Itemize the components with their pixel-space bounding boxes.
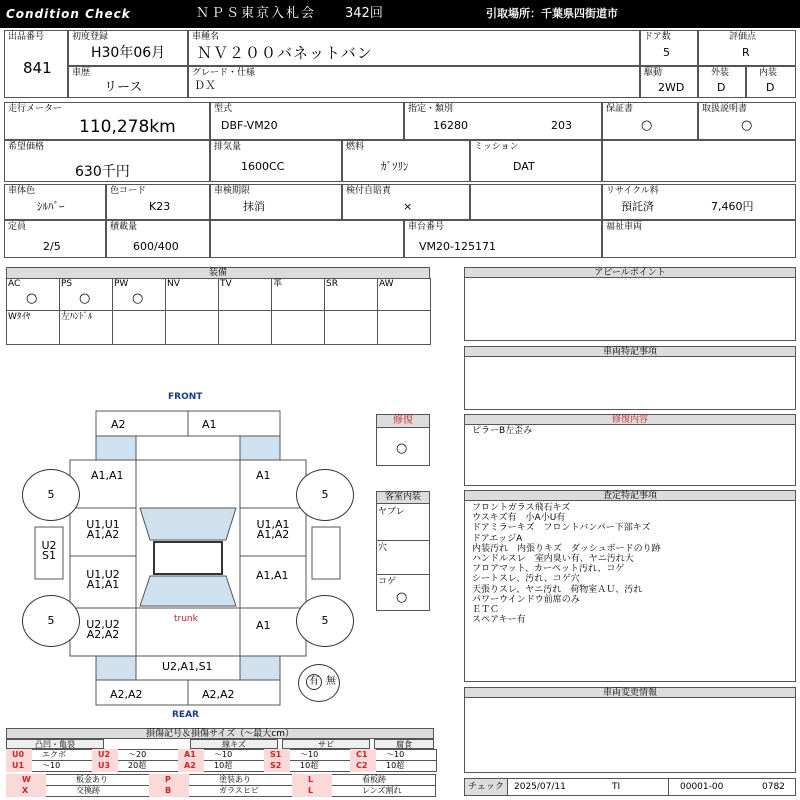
legend-sym-desc: ガラスヒビ bbox=[219, 786, 259, 795]
legend-desc: ～10 bbox=[42, 761, 61, 770]
part-front-left: A2 bbox=[111, 418, 126, 431]
capacity-label: 定員 bbox=[8, 222, 27, 232]
score-label: 評価点 bbox=[729, 32, 757, 42]
part-rear-bumper-left: A2,A2 bbox=[110, 688, 143, 701]
inspection: 抹消 bbox=[243, 200, 265, 213]
load-label: 積載量 bbox=[110, 222, 138, 232]
legend-sym-desc: レンズ割れ bbox=[362, 786, 402, 795]
ext-label: 外装 bbox=[711, 68, 730, 78]
brand-title: Condition Check bbox=[6, 7, 131, 21]
part-lr-quarter: U2,U2 A2,A2 bbox=[86, 618, 120, 641]
classification: 203 bbox=[551, 119, 572, 132]
chassis: VM20-125171 bbox=[419, 240, 496, 253]
price: 630千円 bbox=[75, 164, 130, 180]
interior-item-label: 穴 bbox=[378, 543, 388, 553]
legend-group: サビ bbox=[282, 739, 370, 749]
model-name: ＮＶ２００バネットバン bbox=[197, 44, 373, 62]
chassis-label: 車台番号 bbox=[408, 222, 445, 232]
legend-sym-desc: 塗装あり bbox=[219, 775, 251, 784]
inspector-note-line: ドアエッジA bbox=[472, 533, 523, 544]
liability-label: 検付自賠責 bbox=[346, 186, 392, 196]
legend-group: 腐食 bbox=[374, 739, 434, 749]
legend-desc: 10超 bbox=[300, 761, 319, 770]
inspector-note-line: ドアミラーキズ フロントバンパー下部キズ bbox=[472, 523, 651, 534]
part-spare: U2 S1 bbox=[41, 539, 57, 562]
equipment-label: 左ﾊﾝﾄﾞﾙ bbox=[61, 312, 93, 322]
inspector-note-line: フロントガラス飛石キズ bbox=[472, 503, 571, 513]
fuel: ｶﾞｿﾘﾝ bbox=[381, 160, 409, 173]
tire-front-right: 5 bbox=[296, 469, 354, 521]
legend-desc: ～10 bbox=[300, 750, 319, 759]
inspector-note-line: パワーウインドウ前席のみ bbox=[472, 594, 580, 605]
repair-label: 修復 bbox=[376, 414, 430, 428]
interior-item-label: ヤブレ bbox=[378, 507, 405, 517]
manual-has: 有 bbox=[309, 676, 319, 687]
equipment-label: PW bbox=[114, 279, 129, 289]
legend-sym-code: L bbox=[308, 786, 314, 795]
inspector-note-line: 内装汚れ 内張りキズ ダッシュボードのり跡 bbox=[472, 543, 661, 554]
inspector-note-line: ＥＴＣ bbox=[472, 605, 500, 615]
model-name-label: 車種名 bbox=[192, 32, 220, 42]
repair-detail-title: 修復内容 bbox=[464, 414, 796, 425]
legend-code: U3 bbox=[98, 761, 111, 770]
first-reg-label: 初度登録 bbox=[72, 32, 109, 42]
color-code: K23 bbox=[149, 200, 171, 213]
equipment-label: Wﾀｲﾔ bbox=[8, 312, 31, 322]
legend-desc: ～20 bbox=[128, 750, 147, 759]
part-rr-door: A1,A1 bbox=[256, 569, 289, 582]
welfare-label: 福祉車両 bbox=[606, 222, 643, 232]
legend-sym-code: B bbox=[165, 786, 172, 795]
auction-name: ＮＰＳ東京入札会 bbox=[196, 6, 317, 21]
part-rr-quarter: A1 bbox=[256, 619, 271, 632]
history-label: 車歴 bbox=[72, 68, 91, 78]
mileage: 110,278km bbox=[79, 117, 176, 137]
legend-code: C1 bbox=[356, 750, 368, 759]
legend-code: A1 bbox=[184, 750, 196, 759]
check-inspector: TI bbox=[612, 782, 621, 792]
legend-group: 線キズ bbox=[190, 739, 278, 749]
capacity: 2/5 bbox=[43, 240, 61, 253]
legend-desc: 20超 bbox=[128, 761, 147, 770]
legend-desc: エクボ bbox=[42, 750, 66, 759]
interior-item-label: コゲ bbox=[378, 577, 397, 587]
legend-code: U2 bbox=[98, 750, 111, 759]
model-code: DBF-VM20 bbox=[221, 119, 278, 132]
inspection-label: 車検期限 bbox=[214, 186, 251, 196]
grade: ＤＸ bbox=[194, 79, 216, 92]
legend-desc: ～10 bbox=[386, 750, 405, 759]
equipment-value: ○ bbox=[26, 291, 38, 306]
equipment-label: PS bbox=[61, 279, 73, 289]
appeal-panel bbox=[464, 267, 796, 341]
interior-label: 客室内装 bbox=[376, 491, 430, 504]
part-rf-door: U1,A1 A1,A2 bbox=[256, 518, 290, 541]
displacement: 1600CC bbox=[241, 160, 285, 173]
warranty: ○ bbox=[641, 118, 653, 133]
score: R bbox=[742, 46, 750, 59]
legend-desc: 10超 bbox=[386, 761, 405, 770]
part-rear-gate: U2,A1,S1 bbox=[162, 660, 213, 673]
part-lf-fender: A1,A1 bbox=[91, 469, 124, 482]
int: D bbox=[766, 81, 775, 94]
part-front-right: A1 bbox=[202, 418, 217, 431]
interior-divider-2 bbox=[376, 574, 430, 575]
lot-no: 841 bbox=[23, 59, 52, 77]
inspector-note-line: ハンドルスレ 室内臭い有、ヤニ汚れ大 bbox=[472, 554, 634, 564]
recycle-fee: 7,460円 bbox=[711, 200, 754, 213]
pickup-location: 引取場所：千葉県四街道市 bbox=[486, 7, 618, 20]
legend-group: 凸凹・亀裂 bbox=[6, 739, 104, 749]
legend-code: U0 bbox=[12, 750, 25, 759]
mission: DAT bbox=[513, 160, 535, 173]
color: ｼﾙﾊﾞｰ bbox=[37, 200, 65, 213]
ext: D bbox=[717, 81, 726, 94]
interior-divider-1 bbox=[376, 540, 430, 541]
check-number: 00001-00 bbox=[680, 782, 724, 792]
legend-code: U1 bbox=[12, 761, 25, 770]
manual-label: 取扱説明書 bbox=[702, 104, 748, 114]
equipment-label: SR bbox=[326, 279, 338, 289]
recycle-label: リサイクル料 bbox=[606, 186, 659, 196]
load: 600/400 bbox=[133, 240, 179, 253]
legend-sym-desc: 交換跡 bbox=[76, 786, 100, 795]
liability: × bbox=[403, 200, 413, 213]
designation: 16280 bbox=[433, 119, 468, 132]
legend-sym-code: W bbox=[22, 775, 31, 784]
history: リース bbox=[104, 80, 143, 95]
legend-desc: 10超 bbox=[214, 761, 233, 770]
legend-desc: ～10 bbox=[214, 750, 233, 759]
displacement-label: 排気量 bbox=[214, 142, 242, 152]
special-title: 車両特記事項 bbox=[464, 346, 796, 357]
manual: ○ bbox=[741, 118, 753, 133]
price-label: 希望価格 bbox=[8, 142, 45, 152]
equipment-label: NV bbox=[167, 279, 180, 289]
recycle-status: 預託済 bbox=[621, 200, 654, 213]
legend-sym-desc: 看板跡 bbox=[362, 775, 386, 784]
legend-sym-desc: 板金あり bbox=[76, 775, 108, 784]
doors: 5 bbox=[663, 46, 670, 59]
legend-sym-code: P bbox=[165, 775, 171, 784]
legend-sym-code: X bbox=[22, 786, 29, 795]
color-label: 車体色 bbox=[8, 186, 36, 196]
front-label: FRONT bbox=[168, 392, 203, 402]
equipment-label: TV bbox=[220, 279, 232, 289]
first-reg: H30年06月 bbox=[91, 45, 166, 61]
tire-rear-left: 5 bbox=[22, 595, 80, 647]
legend-code: A2 bbox=[184, 761, 196, 770]
part-rear-bumper-right: A2,A2 bbox=[202, 688, 235, 701]
equipment-label: AW bbox=[379, 279, 394, 289]
equipment-label: AC bbox=[8, 279, 21, 289]
legend-code: C2 bbox=[356, 761, 368, 770]
equipment-title: 装備 bbox=[6, 267, 430, 279]
equipment-value: ○ bbox=[132, 291, 144, 306]
part-lf-door: U1,U1 A1,A2 bbox=[86, 518, 120, 541]
equipment-label: 革 bbox=[273, 279, 283, 289]
check-label: チェック bbox=[464, 778, 508, 796]
trunk-label: trunk bbox=[174, 614, 198, 624]
designation-label: 指定・類別 bbox=[408, 104, 454, 114]
part-lr-door: U1,U2 A1,A1 bbox=[86, 568, 120, 591]
mileage-label: 走行メーター bbox=[8, 104, 63, 114]
inspector-note-line: シートスレ、汚れ、コゲ穴 bbox=[472, 574, 580, 585]
inspector-title: 査定特記事項 bbox=[464, 490, 796, 501]
inspector-note-line: 天張りスレ、ヤニ汚れ 荷物室ＡＵ、汚れ bbox=[472, 584, 643, 595]
mission-label: ミッション bbox=[474, 142, 519, 152]
check-code: 0782 bbox=[762, 782, 785, 792]
repair-detail-text: ピラーB左歪み bbox=[472, 426, 533, 436]
model-code-label: 型式 bbox=[214, 104, 233, 114]
part-rf-fender: A1 bbox=[256, 469, 271, 482]
legend-title: 損傷記号＆損傷サイズ（～最大cm） bbox=[6, 728, 434, 739]
manual-none: 無 bbox=[326, 676, 336, 687]
tire-rear-right: 5 bbox=[296, 595, 354, 647]
legend-code: S1 bbox=[270, 750, 282, 759]
inspector-note-line: スペアキー有 bbox=[472, 615, 526, 626]
inspector-note-line: フロアマット、カーペット汚れ、コゲ bbox=[472, 564, 625, 575]
legend-code: S2 bbox=[270, 761, 282, 770]
change-panel bbox=[464, 687, 796, 773]
inspector-note-line: ウスキズ有 小A小U有 bbox=[472, 513, 566, 524]
drive: 2WD bbox=[658, 81, 685, 94]
check-divider bbox=[668, 778, 669, 796]
int-label: 内装 bbox=[759, 68, 778, 78]
repair-value: ○ bbox=[396, 441, 408, 456]
auction-session: 342回 bbox=[345, 6, 383, 21]
interior-item-value: ○ bbox=[396, 590, 408, 605]
change-title: 車両変更情報 bbox=[464, 687, 796, 698]
rear-label: REAR bbox=[172, 710, 199, 720]
color-code-label: 色コード bbox=[110, 186, 147, 196]
drive-label: 駆動 bbox=[644, 68, 663, 78]
equipment-value: ○ bbox=[79, 291, 91, 306]
tire-front-left: 5 bbox=[22, 469, 80, 521]
warranty-label: 保証書 bbox=[606, 104, 634, 114]
fuel-label: 燃料 bbox=[346, 142, 365, 152]
doors-label: ドア数 bbox=[644, 32, 671, 42]
lot-no-label: 出品番号 bbox=[8, 32, 45, 42]
grade-label: グレード・仕様 bbox=[192, 68, 256, 78]
check-date: 2025/07/11 bbox=[514, 782, 566, 792]
appeal-title: アピールポイント bbox=[464, 267, 796, 278]
legend-sym-code: L bbox=[308, 775, 314, 784]
